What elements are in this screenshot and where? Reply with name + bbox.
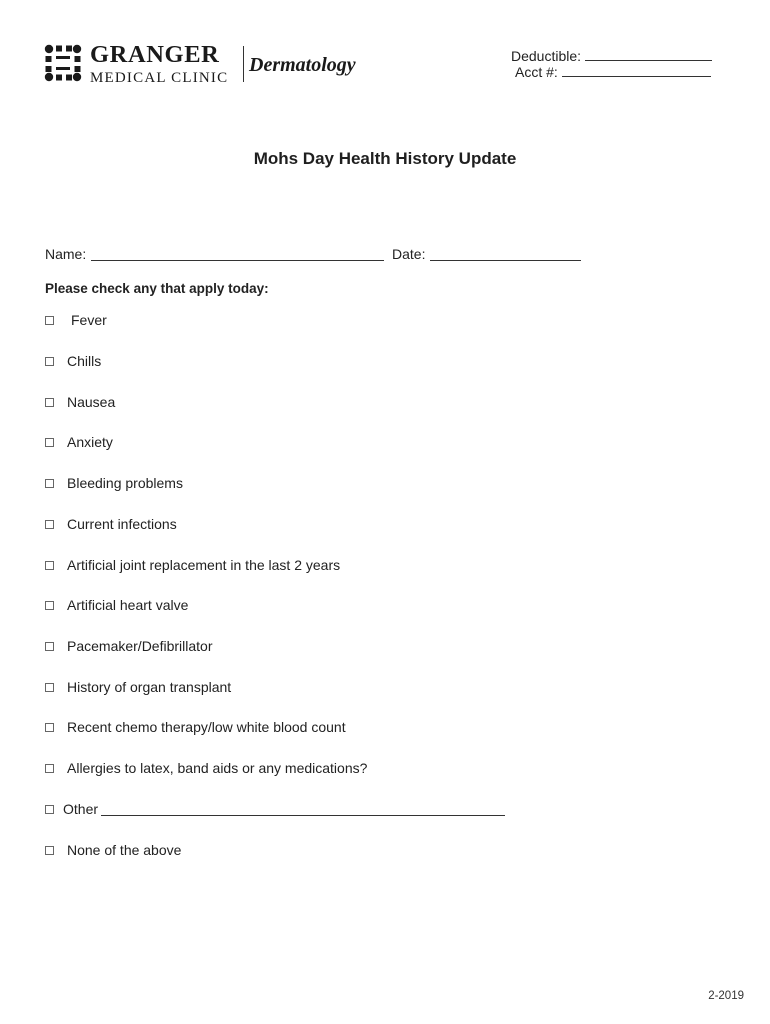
clinic-logo bbox=[44, 41, 364, 86]
chemo-therapy-checkbox[interactable] bbox=[45, 723, 54, 732]
name-input[interactable] bbox=[91, 260, 384, 261]
checklist-item-chemo-therapy bbox=[45, 718, 346, 736]
acct-field bbox=[515, 62, 711, 80]
other-input[interactable] bbox=[101, 803, 505, 816]
other-checkbox[interactable] bbox=[45, 805, 54, 814]
checklist-item-pacemaker bbox=[45, 637, 213, 655]
fever-label: Fever bbox=[71, 312, 107, 328]
chills-checkbox[interactable] bbox=[45, 357, 54, 366]
checklist-item-chills bbox=[45, 352, 101, 370]
clinic-name-line2: MEDICAL CLINIC bbox=[90, 69, 229, 86]
checklist-item-nausea bbox=[45, 393, 115, 411]
chills-label: Chills bbox=[67, 353, 102, 369]
allergies-checkbox[interactable] bbox=[45, 764, 54, 773]
checklist-item-other bbox=[45, 800, 505, 818]
nausea-label: Nausea bbox=[67, 394, 116, 410]
other-label: Other bbox=[63, 801, 99, 817]
organ-transplant-checkbox[interactable] bbox=[45, 683, 54, 692]
pacemaker-label: Pacemaker/Defibrillator bbox=[67, 638, 213, 654]
checklist-item-organ-transplant bbox=[45, 678, 231, 696]
allergies-label: Allergies to latex, band aids or any medications? bbox=[67, 760, 368, 776]
name-label: Name: bbox=[45, 246, 87, 262]
chemo-therapy-label: Recent chemo therapy/low white blood count bbox=[67, 719, 346, 735]
checklist-item-artificial-heart-valve bbox=[45, 596, 188, 614]
organ-transplant-label: History of organ transplant bbox=[67, 679, 232, 695]
deductible-label: Deductible: bbox=[511, 48, 582, 64]
logo-divider bbox=[243, 46, 244, 82]
current-infections-checkbox[interactable] bbox=[45, 520, 54, 529]
checklist-item-bleeding-problems bbox=[45, 474, 183, 492]
date-input[interactable] bbox=[430, 260, 581, 261]
checklist-item-fever bbox=[45, 311, 107, 329]
checklist-item-anxiety bbox=[45, 433, 113, 451]
none-checkbox[interactable] bbox=[45, 846, 54, 855]
artificial-heart-valve-label: Artificial heart valve bbox=[67, 597, 189, 613]
anxiety-checkbox[interactable] bbox=[45, 438, 54, 447]
artificial-heart-valve-checkbox[interactable] bbox=[45, 601, 54, 610]
fever-checkbox[interactable] bbox=[45, 316, 54, 325]
bleeding-problems-checkbox[interactable] bbox=[45, 479, 54, 488]
granger-logo-icon bbox=[44, 44, 82, 82]
checklist-item-allergies bbox=[45, 759, 367, 777]
acct-input[interactable] bbox=[562, 62, 711, 77]
current-infections-label: Current infections bbox=[67, 516, 177, 532]
artificial-joint-checkbox[interactable] bbox=[45, 561, 54, 570]
clinic-name bbox=[90, 43, 228, 86]
checklist-item-current-infections bbox=[45, 515, 177, 533]
pacemaker-checkbox[interactable] bbox=[45, 642, 54, 651]
artificial-joint-label: Artificial joint replacement in the last 2 years bbox=[67, 557, 341, 573]
form-title: Mohs Day Health History Update bbox=[253, 149, 517, 168]
revision-date: 2-2019 bbox=[708, 990, 744, 1002]
anxiety-label: Anxiety bbox=[67, 434, 113, 450]
acct-label: Acct #: bbox=[515, 64, 558, 80]
none-label: None of the above bbox=[67, 842, 182, 858]
nausea-checkbox[interactable] bbox=[45, 398, 54, 407]
instructions: Please check any that apply today: bbox=[45, 281, 269, 296]
checklist-item-none bbox=[45, 841, 181, 859]
deductible-input[interactable] bbox=[585, 46, 712, 61]
date-label: Date: bbox=[392, 246, 426, 262]
clinic-name-line1: GRANGER bbox=[90, 41, 220, 68]
department-name: Dermatology bbox=[249, 54, 356, 76]
checklist-item-artificial-joint bbox=[45, 556, 340, 574]
bleeding-problems-label: Bleeding problems bbox=[67, 475, 183, 491]
